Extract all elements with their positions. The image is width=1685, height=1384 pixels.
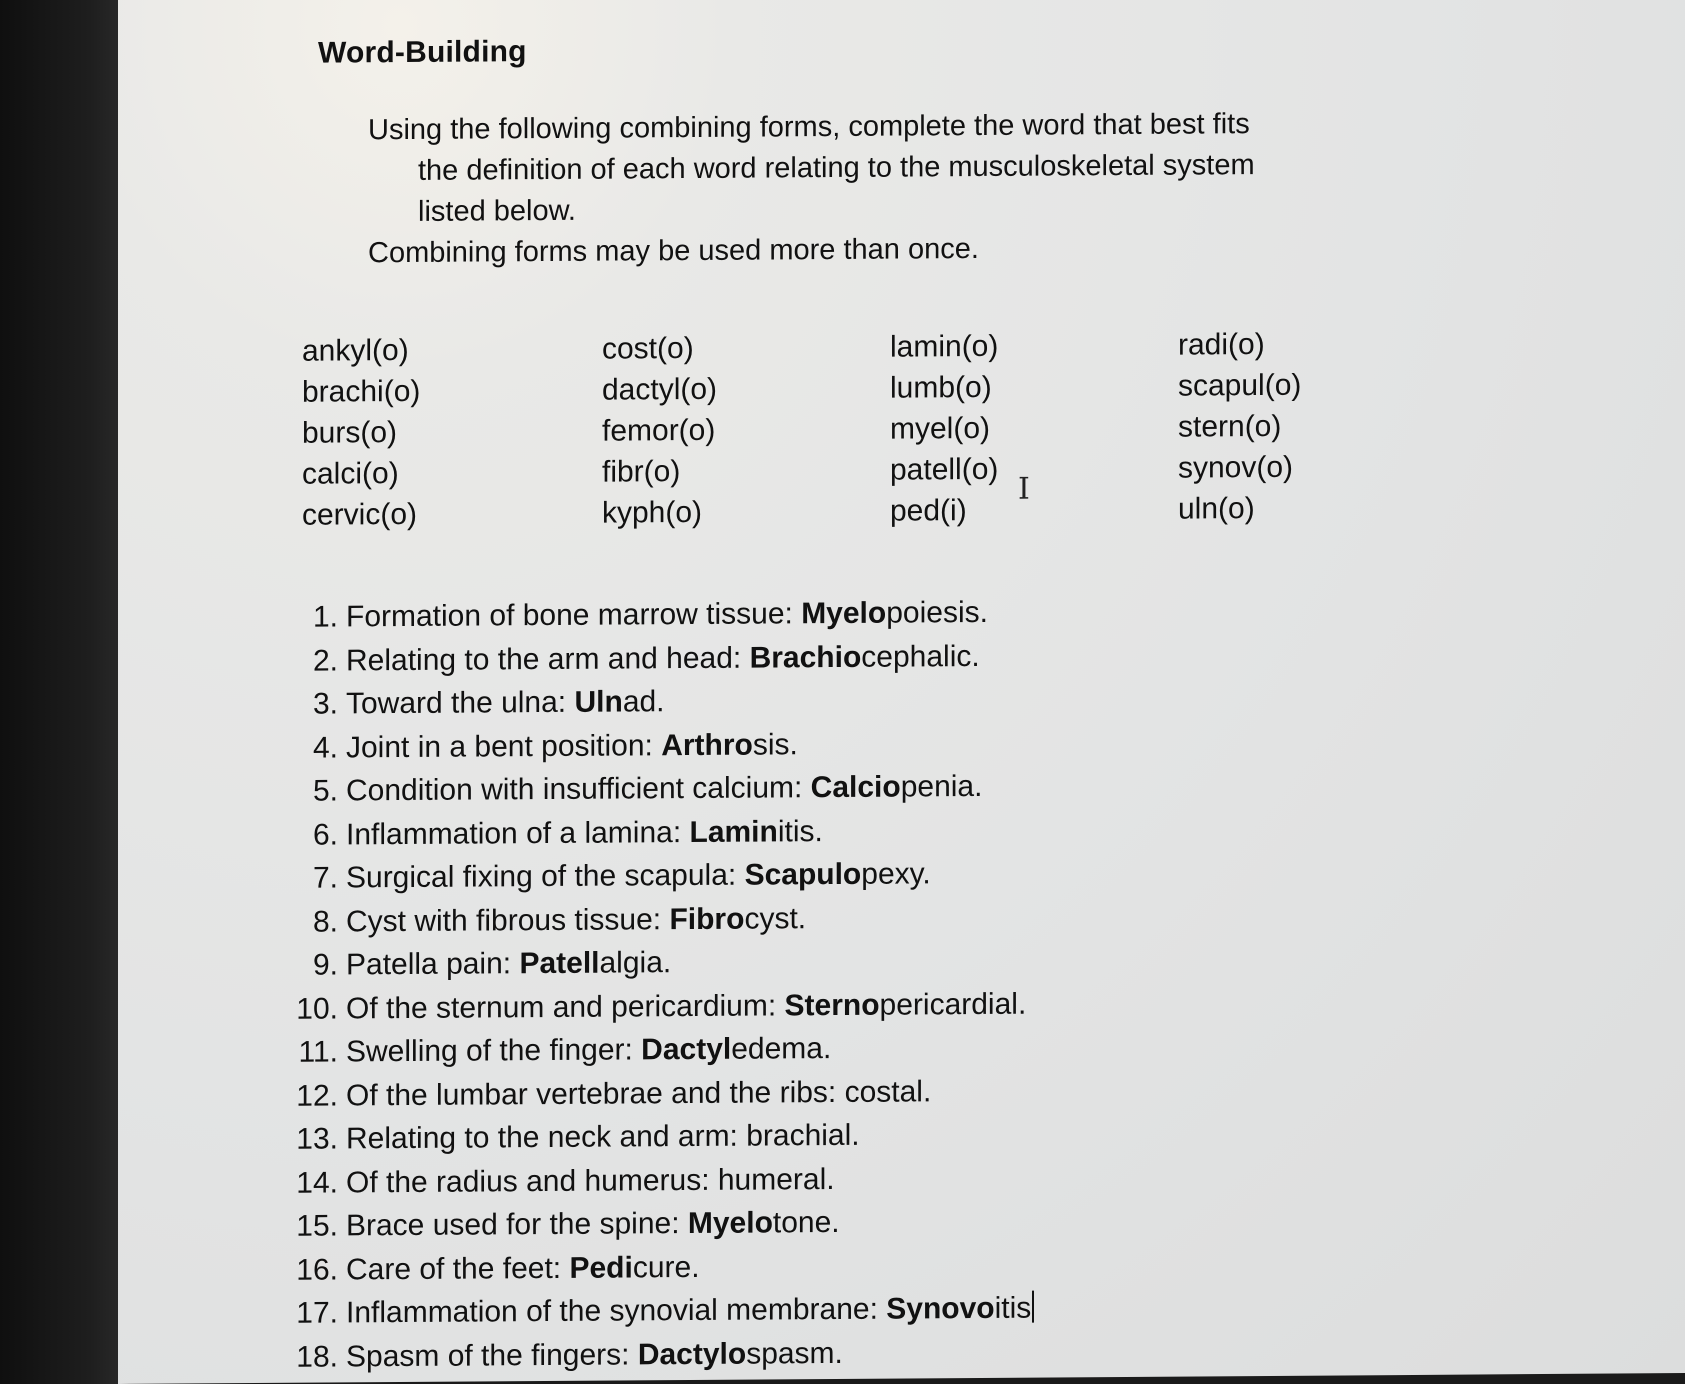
item-answer-suffix: pericardial. bbox=[879, 987, 1027, 1022]
item-definition: Patella pain: bbox=[346, 947, 520, 982]
item-answer-root: Uln bbox=[574, 685, 623, 719]
item-text bbox=[346, 982, 1026, 1030]
combining-form: cervic(o) bbox=[302, 497, 418, 532]
item-answer-root: Patell bbox=[519, 946, 600, 981]
item-number: 18. bbox=[296, 1339, 338, 1374]
item-answer-suffix: ad. bbox=[622, 685, 665, 719]
forms-column-2 bbox=[602, 327, 890, 534]
item-answer-root: Dactylo bbox=[637, 1337, 747, 1371]
combining-form: brachi(o) bbox=[302, 374, 421, 409]
item-answer-suffix: itis bbox=[994, 1291, 1032, 1325]
page-title: Word-Building bbox=[318, 35, 527, 70]
item-number: 2. bbox=[312, 643, 338, 678]
item-answer-suffix: tone. bbox=[772, 1205, 840, 1240]
item-answer-root: Pedi bbox=[569, 1250, 633, 1285]
item-text bbox=[346, 810, 823, 857]
combining-form: uln(o) bbox=[1178, 492, 1255, 526]
document-page[interactable] bbox=[296, 28, 1518, 1378]
item-text bbox=[346, 852, 931, 900]
item-text bbox=[346, 1331, 843, 1378]
item-definition: Joint in a bent position: bbox=[346, 728, 662, 764]
text-cursor-icon: I bbox=[1018, 471, 1030, 507]
item-answer-suffix: cephalic. bbox=[861, 639, 980, 674]
item-number: 17. bbox=[296, 1296, 338, 1330]
item-answer-root: Myelo bbox=[801, 596, 887, 631]
item-definition: Surgical fixing of the scapula: bbox=[346, 858, 745, 895]
item-text bbox=[346, 1070, 931, 1118]
item-answer-suffix: sis. bbox=[752, 727, 798, 762]
item-answer-suffix: itis. bbox=[777, 814, 823, 848]
item-number: 13. bbox=[296, 1122, 338, 1156]
item-definition: Cyst with fibrous tissue: bbox=[346, 902, 670, 938]
combining-form: scapul(o) bbox=[1178, 368, 1302, 403]
text-caret bbox=[1032, 1291, 1034, 1323]
item-answer-root: Myelo bbox=[687, 1206, 773, 1241]
combining-form: kyph(o) bbox=[602, 495, 703, 530]
item-answer-root: Arthro bbox=[661, 728, 753, 762]
item-definition: Formation of bone marrow tissue: bbox=[346, 597, 802, 634]
item-number: 12. bbox=[296, 1078, 338, 1113]
combining-forms-table bbox=[302, 322, 1518, 535]
list-item bbox=[288, 1327, 1518, 1379]
instruction-line: Combining forms may be used more than once. bbox=[368, 232, 979, 270]
item-answer-root: Calcio bbox=[810, 770, 901, 805]
item-definition: Of the lumbar vertebrae and the ribs: costal. bbox=[346, 1074, 932, 1112]
item-answer-suffix: edema. bbox=[731, 1032, 832, 1066]
combining-form: dactyl(o) bbox=[602, 372, 718, 407]
item-number: 16. bbox=[296, 1252, 338, 1287]
item-text bbox=[346, 1245, 700, 1291]
item-text bbox=[346, 1287, 1034, 1335]
instruction-line: Using the following combining forms, complete the word that best fits bbox=[368, 108, 1250, 147]
item-text bbox=[346, 941, 671, 987]
item-number: 5. bbox=[312, 774, 338, 808]
item-number: 10. bbox=[296, 991, 338, 1026]
item-number: 9. bbox=[312, 948, 338, 982]
item-answer-suffix: cure. bbox=[632, 1250, 700, 1284]
item-number: 7. bbox=[312, 861, 338, 895]
item-definition: Of the radius and humerus: humeral. bbox=[346, 1162, 835, 1199]
item-answer-root: Lamin bbox=[689, 814, 778, 849]
item-number: 4. bbox=[312, 730, 338, 765]
item-number: 14. bbox=[296, 1165, 338, 1200]
combining-form: radi(o) bbox=[1178, 327, 1265, 362]
instruction-line: the definition of each word relating to the musculoskeletal system bbox=[418, 149, 1255, 187]
item-number: 11. bbox=[298, 1035, 338, 1069]
item-number: 15. bbox=[296, 1209, 338, 1243]
item-answer-root: Brachio bbox=[749, 640, 862, 675]
forms-column-4 bbox=[1178, 323, 1418, 530]
item-text bbox=[346, 591, 988, 639]
item-number: 8. bbox=[312, 904, 338, 939]
forms-column-3 bbox=[890, 325, 1178, 532]
item-number: 6. bbox=[312, 817, 338, 852]
combining-form: ped(i) bbox=[890, 494, 967, 528]
combining-form: lumb(o) bbox=[890, 370, 992, 405]
document-screen bbox=[118, 0, 1685, 1384]
combining-form: myel(o) bbox=[890, 411, 991, 446]
item-text bbox=[346, 723, 798, 770]
item-definition: Relating to the arm and head: bbox=[346, 641, 750, 677]
item-text bbox=[346, 1157, 835, 1204]
item-answer-root: Dactyl bbox=[641, 1032, 732, 1067]
combining-form: femor(o) bbox=[602, 413, 716, 448]
item-answer-suffix: penia. bbox=[900, 769, 983, 804]
combining-form: burs(o) bbox=[302, 416, 398, 450]
item-answer-suffix: algia. bbox=[599, 946, 672, 980]
item-definition: Spasm of the fingers: bbox=[346, 1337, 638, 1373]
combining-form: stern(o) bbox=[1178, 409, 1282, 444]
monitor-bezel bbox=[0, 0, 128, 1384]
combining-form: cost(o) bbox=[602, 331, 694, 366]
item-definition: Relating to the neck and arm: brachial. bbox=[346, 1118, 860, 1156]
item-answer-suffix: spasm. bbox=[746, 1336, 843, 1371]
item-definition: Brace used for the spine: bbox=[346, 1207, 688, 1243]
item-answer-root: Scapulo bbox=[744, 857, 862, 892]
item-text bbox=[346, 680, 665, 726]
item-answer-suffix: cyst. bbox=[744, 901, 807, 936]
item-answer-root: Synovo bbox=[886, 1291, 995, 1326]
instructions bbox=[368, 103, 1348, 274]
combining-form: calci(o) bbox=[302, 457, 399, 491]
combining-form: fibr(o) bbox=[602, 455, 681, 489]
item-text bbox=[346, 634, 980, 682]
item-text bbox=[346, 1201, 840, 1248]
item-answer-root: Fibro bbox=[669, 902, 745, 936]
forms-column-1 bbox=[302, 329, 602, 536]
item-definition: Care of the feet: bbox=[346, 1251, 570, 1286]
item-definition: Of the sternum and pericardium: bbox=[346, 988, 785, 1025]
item-answer-suffix: pexy. bbox=[861, 857, 931, 891]
item-answer-suffix: poiesis. bbox=[886, 595, 988, 630]
combining-form: patell(o) bbox=[890, 452, 999, 487]
item-definition: Swelling of the finger: bbox=[346, 1033, 642, 1069]
combining-form: synov(o) bbox=[1178, 450, 1294, 485]
combining-form: ankyl(o) bbox=[302, 333, 409, 368]
item-number: 1. bbox=[312, 600, 338, 634]
item-text bbox=[346, 765, 982, 813]
instruction-line: listed below. bbox=[418, 194, 576, 228]
item-definition: Inflammation of a lamina: bbox=[346, 815, 690, 851]
answer-list bbox=[288, 587, 1518, 1379]
item-text bbox=[346, 1114, 860, 1161]
item-text bbox=[346, 897, 806, 944]
item-definition: Toward the ulna: bbox=[346, 685, 575, 721]
item-definition: Condition with insufficient calcium: bbox=[346, 771, 811, 808]
item-definition: Inflammation of the synovial membrane: bbox=[346, 1292, 887, 1330]
item-answer-root: Sterno bbox=[784, 988, 880, 1022]
item-text bbox=[346, 1027, 831, 1074]
combining-form: lamin(o) bbox=[890, 329, 999, 364]
item-number: 3. bbox=[312, 687, 338, 721]
